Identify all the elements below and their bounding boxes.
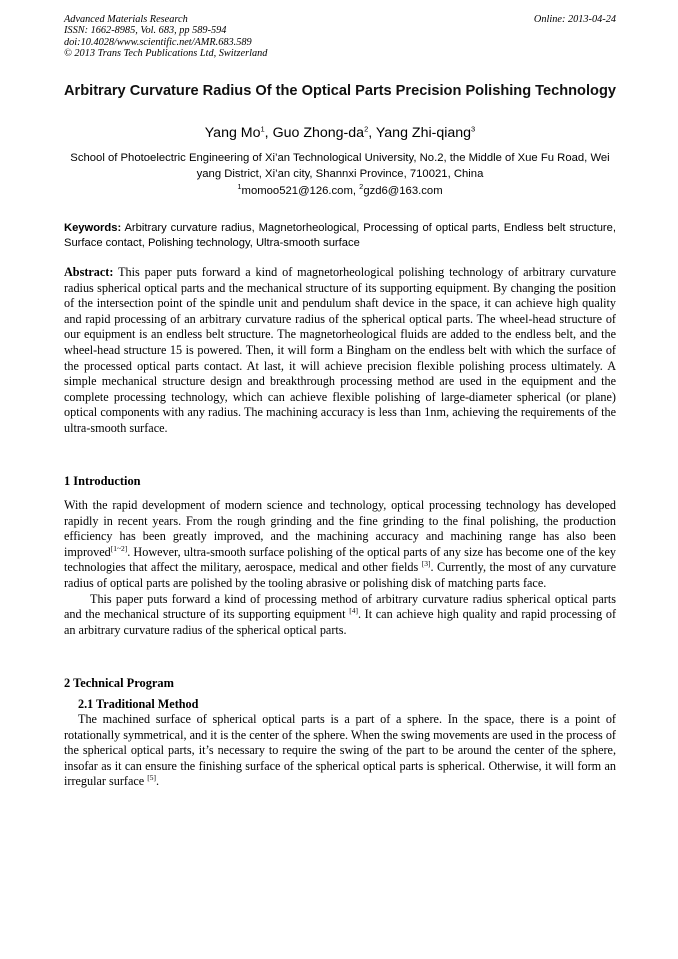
copyright-line: © 2013 Trans Tech Publications Ltd, Switzerland <box>64 48 268 60</box>
paragraph-text: . However, ultra-smooth surface polishing of the optical parts of any size has become one of the key technologies that affect the military, aerospace, medical and other fields <box>64 544 616 575</box>
author-list <box>64 124 616 142</box>
author-name: Guo Zhong-da <box>272 125 365 141</box>
keywords <box>64 221 616 251</box>
abstract <box>64 265 616 437</box>
citation: [4] <box>349 606 358 616</box>
email-address: gzd6@163.com <box>363 185 443 197</box>
paragraph <box>64 498 616 592</box>
paragraph-text: . It can achieve high quality and rapid processing of an arbitrary curvature radius of the spherical optical parts. <box>64 607 616 637</box>
affiliation: School of Photoelectric Engineering of Xi’an Technological University, No.2, the Middle of Xue Fu Road, Wei yang District, Xi’an city, Shannxi Province, 710021, China <box>70 152 610 180</box>
paragraph-text: With the rapid development of modern science and technology, optical processing technology has developed rapidly in recent years. From the rough grinding and the fine grinding to the final polishing, the production efficiency has been greatly improved, and the machining accuracy and machining range has also been improved <box>64 498 616 559</box>
citation: [5] <box>147 773 156 783</box>
doi-line: doi:10.4028/www.scientific.net/AMR.683.589 <box>64 36 252 48</box>
paper-title: Arbitrary Curvature Radius Of the Optical Parts Precision Polishing Technology <box>64 83 616 99</box>
section-heading-introduction: 1 Introduction <box>64 474 141 488</box>
author-separator: , <box>264 125 273 141</box>
introduction-body <box>64 498 616 638</box>
author-name: Yang Zhi-qiang <box>375 125 472 141</box>
paragraph-text: The machined surface of spherical optical parts is a part of a sphere. In the space, there is a point of rotationally symmetrical, and it is the center of the sphere. When the swing movements are used in the process of the spherical optical parts, it’s necessary to require the swing of the part to be around the center of the sphere, insofar as it can ensure the finishing surface of the spherical optical parts is spherical. Otherwise, it will form an irregular surface <box>64 712 616 789</box>
paragraph-text: . <box>155 774 160 789</box>
abstract-label: Abstract: <box>64 265 114 279</box>
paragraph-text: . Currently, the most of any curvature radius of optical parts are polished by the tooling abrasive or polishing disk of matching parts face. <box>64 560 616 590</box>
author-affil-marker: 2 <box>364 124 369 134</box>
email-address: momoo521@126.com, <box>241 185 360 197</box>
online-date: Online: 2013-04-24 <box>533 14 616 25</box>
citation: [3] <box>421 559 431 569</box>
section-heading-technical-program: 2 Technical Program <box>64 676 174 690</box>
keywords-text: Arbitrary curvature radius, Magnetorheological, Processing of optical parts, Endless belt structure, Surface contact, Polishing technology, Ultra-smooth surface <box>64 222 616 250</box>
traditional-method-body <box>64 712 616 790</box>
journal-name: Advanced Materials Research <box>64 14 188 25</box>
paragraph-text: This paper puts forward a kind of processing method of arbitrary curvature radius spherical optical parts and the mechanical structure of its supporting equipment <box>64 591 616 622</box>
author-affil-marker: 1 <box>260 124 265 134</box>
email-marker: 2 <box>359 182 364 192</box>
issn-line: ISSN: 1662-8985, Vol. 683, pp 589-594 <box>64 25 227 37</box>
citation: [1~2] <box>110 543 128 553</box>
email-marker: 1 <box>237 182 242 192</box>
subsection-heading-traditional-method: 2.1 Traditional Method <box>78 697 199 711</box>
author-emails <box>64 184 616 199</box>
journal-header <box>64 14 616 60</box>
author-name: Yang Mo <box>204 125 261 141</box>
author-separator: , <box>368 125 376 141</box>
keywords-label: Keywords: <box>64 222 122 234</box>
author-affil-marker: 3 <box>471 124 476 134</box>
paragraph <box>64 592 616 639</box>
paragraph <box>64 712 616 790</box>
abstract-text: This paper puts forward a kind of magnetorheological polishing technology of arbitrary curvature radius spherical optical parts and the mechanical structure of its supporting equipment. By changing the position of the intersection point of the spindle unit and pendulum shaft device in the space, it can achieve high quality and rapid processing of an arbitrary curvature radius of the spherical optical parts. The wheel-head structure of our equipment is an endless belt structure. The magnetorheological fluids are added to the endless belt, and the wheel-head structure 15 is powered. Then, it will form a Bingham on the endless belt with which the surface of the processed optical parts contact. At last, it will achieve precision flexible polishing process ultimately. A simple mechanical structure design and breakthrough processing method are used in the equipment and the complete processing technology, which can achieve flexible polishing of large-diameter spherical (or plane) optical components with any radius. The machining accuracy is less than 1nm, achieving the requirements of the ultra-smooth surface. <box>64 265 616 435</box>
